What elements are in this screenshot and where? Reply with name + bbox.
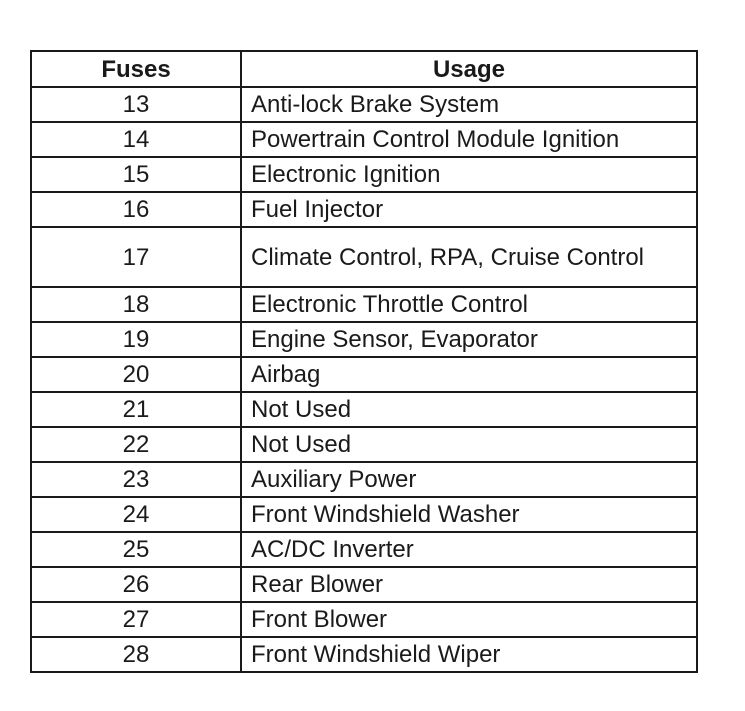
fuse-usage-cell: Not Used xyxy=(241,392,697,427)
table-row xyxy=(31,357,697,392)
fuse-usage-cell: Front Windshield Wiper xyxy=(241,637,697,672)
fuse-number-cell: 26 xyxy=(31,567,241,602)
fuse-usage-cell: Electronic Throttle Control xyxy=(241,287,697,322)
fuse-number-cell: 27 xyxy=(31,602,241,637)
table-row xyxy=(31,87,697,122)
fuse-usage-cell: Climate Control, RPA, Cruise Control xyxy=(241,227,697,287)
fuse-usage-cell: Anti-lock Brake System xyxy=(241,87,697,122)
table-header-row xyxy=(31,51,697,87)
table-row xyxy=(31,157,697,192)
table-row xyxy=(31,287,697,322)
fuse-number-cell: 21 xyxy=(31,392,241,427)
fuse-number-cell: 19 xyxy=(31,322,241,357)
fuse-usage-cell: Airbag xyxy=(241,357,697,392)
table-row xyxy=(31,192,697,227)
fuse-number-cell: 17 xyxy=(31,227,241,287)
fuse-number-cell: 13 xyxy=(31,87,241,122)
table-row xyxy=(31,497,697,532)
table-row xyxy=(31,392,697,427)
fuse-number-cell: 20 xyxy=(31,357,241,392)
fuse-number-cell: 15 xyxy=(31,157,241,192)
column-header-fuses: Fuses xyxy=(31,51,241,87)
fuse-number-cell: 28 xyxy=(31,637,241,672)
fuse-usage-cell: AC/DC Inverter xyxy=(241,532,697,567)
fuse-number-cell: 16 xyxy=(31,192,241,227)
fuse-usage-table xyxy=(30,50,698,673)
table-row xyxy=(31,462,697,497)
fuse-usage-cell: Front Blower xyxy=(241,602,697,637)
fuse-usage-cell: Electronic Ignition xyxy=(241,157,697,192)
fuse-number-cell: 24 xyxy=(31,497,241,532)
table-row xyxy=(31,637,697,672)
fuse-number-cell: 14 xyxy=(31,122,241,157)
table-row xyxy=(31,567,697,602)
fuse-usage-cell: Engine Sensor, Evaporator xyxy=(241,322,697,357)
fuse-number-cell: 23 xyxy=(31,462,241,497)
fuse-number-cell: 25 xyxy=(31,532,241,567)
fuse-number-cell: 18 xyxy=(31,287,241,322)
fuse-number-cell: 22 xyxy=(31,427,241,462)
fuse-usage-cell: Fuel Injector xyxy=(241,192,697,227)
table-body xyxy=(31,87,697,672)
fuse-usage-cell: Not Used xyxy=(241,427,697,462)
table-row xyxy=(31,322,697,357)
table-row xyxy=(31,122,697,157)
table-row xyxy=(31,427,697,462)
fuse-usage-cell: Powertrain Control Module Ignition xyxy=(241,122,697,157)
table-row xyxy=(31,532,697,567)
fuse-usage-cell: Auxiliary Power xyxy=(241,462,697,497)
fuse-usage-cell: Front Windshield Washer xyxy=(241,497,697,532)
column-header-usage: Usage xyxy=(241,51,697,87)
table-row xyxy=(31,602,697,637)
fuse-usage-cell: Rear Blower xyxy=(241,567,697,602)
table-row xyxy=(31,227,697,287)
